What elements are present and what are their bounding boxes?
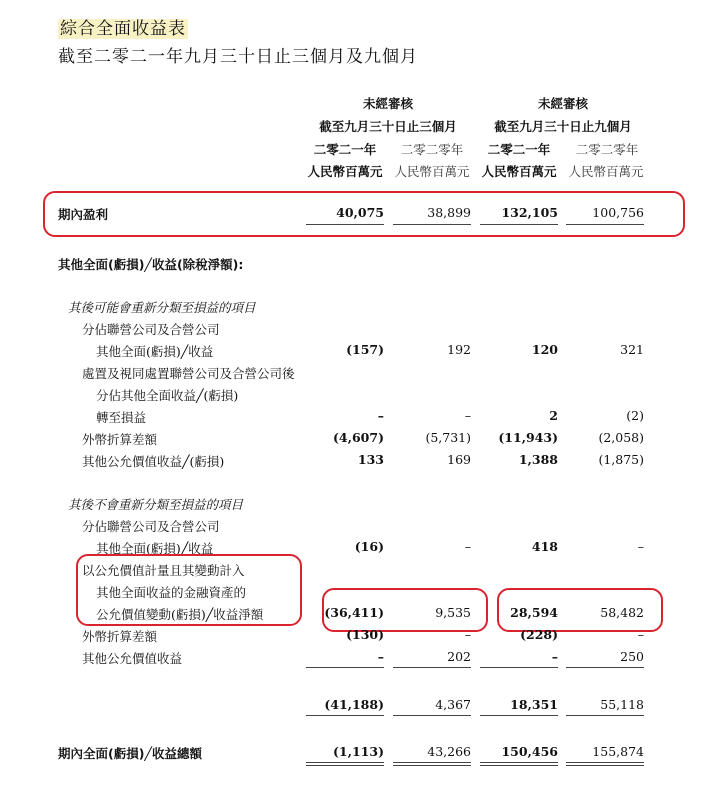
total-double-underline-3a — [480, 762, 558, 763]
profit-underline-4 — [566, 224, 644, 225]
sec2-share-assoc-value-1: (16) — [354, 539, 384, 554]
sec2-share-assoc-value-4: – — [637, 539, 644, 554]
sec1-fx-value-3: (11,943) — [498, 430, 558, 445]
sec1-heading: 其後可能會重新分類至損益的項目 — [68, 300, 256, 315]
profit-label: 期內盈利 — [58, 207, 109, 222]
sec2-share-assoc-value-3: 418 — [531, 539, 558, 554]
sec2-fx-value-2: – — [464, 627, 471, 642]
sec1-fx-value-2: (5,731) — [425, 430, 471, 445]
header-year-2020-nine: 二零二零年 — [575, 142, 639, 157]
sec2-underline-2 — [393, 667, 471, 668]
total-double-underline-1b — [306, 765, 384, 766]
total-value-3: 150,456 — [501, 744, 558, 759]
sec2-underline-1 — [306, 667, 384, 668]
sec2-fvoci-value-4: 58,482 — [600, 605, 644, 620]
total-double-underline-4b — [566, 765, 644, 766]
profit-underline-2 — [393, 224, 471, 225]
total-double-underline-2a — [393, 762, 471, 763]
sec1-fv-label: 其他公允價值收益╱(虧損) — [82, 454, 225, 469]
sec1-share-assoc-line2: 其他全面(虧損)╱收益 — [96, 344, 214, 359]
sec2-underline-4 — [566, 667, 644, 668]
profit-value-2: 38,899 — [427, 205, 471, 220]
sec1-fv-value-2: 169 — [447, 452, 471, 467]
header-unit-3: 人民幣百萬元 — [481, 164, 557, 179]
sec1-share-assoc-value-1: (157) — [346, 342, 384, 357]
sec1-disposal-value-2: – — [464, 408, 471, 423]
subtotal-underline-3 — [480, 715, 558, 716]
sec2-fv-value-1: – — [377, 649, 384, 664]
subtotal-value-2: 4,367 — [435, 697, 471, 712]
total-double-underline-2b — [393, 765, 471, 766]
header-year-2021-three: 二零二一年 — [313, 142, 377, 157]
sec2-fv-label: 其他公允價值收益 — [82, 651, 183, 666]
profit-value-3: 132,105 — [501, 205, 558, 220]
header-unaudited-three: 未經審核 — [362, 96, 413, 111]
subtotal-value-3: 18,351 — [510, 697, 558, 712]
sec2-fv-value-4: 250 — [620, 649, 644, 664]
sec2-fvoci-value-2: 9,535 — [435, 605, 471, 620]
document-title: 綜合全面收益表 — [60, 19, 186, 39]
sec2-fx-value-4: – — [637, 627, 644, 642]
subtotal-value-1: (41,188) — [324, 697, 384, 712]
sec2-fvoci-line1: 以公允價值計量且其變動計入 — [82, 563, 245, 578]
sec2-heading: 其後不會重新分類至損益的項目 — [68, 497, 244, 512]
sec1-share-assoc-line1: 分佔聯營公司及合營公司 — [82, 322, 220, 337]
sec2-fvoci-line2: 其他全面收益的金融資產的 — [96, 585, 247, 600]
header-unaudited-nine: 未經審核 — [537, 96, 588, 111]
total-double-underline-4a — [566, 762, 644, 763]
total-value-4: 155,874 — [592, 744, 644, 759]
total-label: 期內全面(虧損)╱收益總額 — [58, 746, 202, 761]
header-unit-2: 人民幣百萬元 — [394, 164, 470, 179]
profit-underline-1 — [306, 224, 384, 225]
sec2-fvoci-value-1: (36,411) — [324, 605, 384, 620]
sec1-fx-label: 外幣折算差額 — [82, 432, 158, 447]
sec1-share-assoc-value-2: 192 — [447, 342, 471, 357]
total-value-1: (1,113) — [333, 744, 384, 759]
subtotal-underline-4 — [566, 715, 644, 716]
sec1-disposal-value-4: (2) — [626, 408, 644, 423]
oci-header: 其他全面(虧損)╱收益(除稅淨額): — [58, 257, 244, 272]
sec1-fv-value-4: (1,875) — [598, 452, 644, 467]
total-value-2: 43,266 — [427, 744, 471, 759]
header-year-2021-nine: 二零二一年 — [487, 142, 551, 157]
profit-value-4: 100,756 — [592, 205, 644, 220]
sec2-share-assoc-line2: 其他全面(虧損)╱收益 — [96, 541, 214, 556]
sec2-share-assoc-line1: 分佔聯營公司及合營公司 — [82, 519, 220, 534]
sec2-fvoci-line3: 公允價值變動(虧損)╱收益淨額 — [96, 607, 264, 622]
subtotal-value-4: 55,118 — [600, 697, 644, 712]
header-unit-1: 人民幣百萬元 — [307, 164, 383, 179]
sec1-share-assoc-value-3: 120 — [531, 342, 558, 357]
sec2-share-assoc-value-2: – — [464, 539, 471, 554]
sec1-disposal-value-3: 2 — [549, 408, 558, 423]
sec2-fv-value-2: 202 — [447, 649, 471, 664]
sec1-fx-value-4: (2,058) — [598, 430, 644, 445]
sec2-fx-value-3: (228) — [520, 627, 558, 642]
document-subtitle: 截至二零二一年九月三十日止三個月及九個月 — [58, 47, 418, 67]
subtotal-underline-2 — [393, 715, 471, 716]
header-year-2020-three: 二零二零年 — [400, 142, 464, 157]
sec1-fv-value-1: 133 — [357, 452, 384, 467]
subtotal-underline-1 — [306, 715, 384, 716]
sec1-disposal-value-1: – — [377, 408, 384, 423]
header-period-nine: 截至九月三十日止九個月 — [494, 119, 632, 134]
header-unit-4: 人民幣百萬元 — [568, 164, 644, 179]
sec1-disposal-line2: 分佔其他全面收益╱(虧損) — [96, 388, 239, 403]
sec2-fv-value-3: – — [551, 649, 558, 664]
sec1-fx-value-1: (4,607) — [333, 430, 384, 445]
sec1-fv-value-3: 1,388 — [518, 452, 558, 467]
sec1-disposal-line1: 處置及視同處置聯營公司及合營公司後 — [82, 366, 295, 381]
total-double-underline-3b — [480, 765, 558, 766]
sec1-disposal-line3: 轉至損益 — [96, 410, 147, 425]
sec1-share-assoc-value-4: 321 — [620, 342, 644, 357]
header-period-three: 截至九月三十日止三個月 — [319, 119, 457, 134]
total-double-underline-1a — [306, 762, 384, 763]
sec2-fx-label: 外幣折算差額 — [82, 629, 158, 644]
profit-value-1: 40,075 — [336, 205, 384, 220]
sec2-fx-value-1: (130) — [346, 627, 384, 642]
sec2-underline-3 — [480, 667, 558, 668]
profit-underline-3 — [480, 224, 558, 225]
sec2-fvoci-value-3: 28,594 — [510, 605, 558, 620]
